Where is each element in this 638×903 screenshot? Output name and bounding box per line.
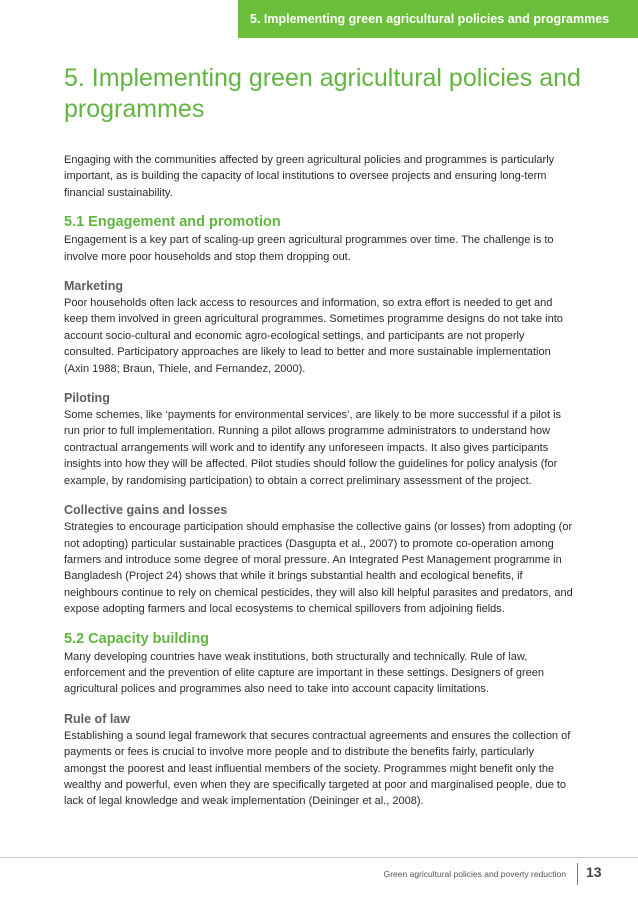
subsection-paragraph: Poor households often lack access to resources and information, so extra effort is needed to get and keep them involved in green agricultural programmes. Sometimes programme designs do not take into account socio-cultural and economic agro-ecological settings, and participants are not properly consulted. Participatory approaches are likely to lead to better and more sustainable implementation (Axin 1988; Braun, Thiele, and Fernandez, 2000).: [64, 297, 563, 375]
intro-paragraph: Engaging with the communities affected by green agricultural policies and programmes is particularly important, as is building the capacity of local institutions to oversee projects and ensuring long-term financial sustainability.: [64, 154, 555, 199]
section-heading: 5.2 Capacity building: [64, 630, 210, 647]
main-content: [64, 152, 576, 810]
section-paragraph: Many developing countries have weak institutions, both structurally and technically. Rule of law, enforcement and the prevention of elite capture are important in these settings. Designers of green agricultural polices and programmes also need to take into account capacity limitations.: [64, 650, 545, 696]
subsection-heading: Collective gains and losses: [64, 503, 228, 518]
subsection-marketing: [64, 277, 576, 377]
section-capacity-building: [64, 629, 576, 810]
page-number: 13: [586, 864, 602, 880]
section-paragraph: Engagement is a key part of scaling-up green agricultural programmes over time. The challenge is to involve more poor households and stop them dropping out.: [64, 234, 554, 263]
subsection-collective-gains: [64, 501, 576, 617]
footer-rule: [0, 857, 638, 858]
running-header-bar: [238, 0, 638, 38]
section-engagement: [64, 212, 576, 617]
subsection-heading: Piloting: [64, 391, 110, 406]
subsection-paragraph: Strategies to encourage participation should emphasise the collective gains (or losses) from adopting (or not adopting) particular sustainable practices (Dasgupta et al., 2007) to promote co-operation among farmers and introduce some degree of moral pressure. An Integrated Pest Management programme in Bangladesh (Project 24) shows that while it brings substantial health and ecological benefits, if neighbours continue to rely on chemical pesticides, they will also kill helpful parasites and predators, and expose adopting farmers and local ecosystems to chemical spillovers from adjoining fields.: [64, 521, 573, 616]
subsection-paragraph: Establishing a sound legal framework that secures contractual agreements and ensures the collection of payments or fees is crucial to involve more people and to distribute the benefits fairly, particularly amongst the poorest and least influential members of the society. Programmes might benefit only the wealthy and powerful, even when they are specifically targeted at poor and marginalised people, due to lack of legal knowledge and weak implementation (Deininger et al., 2008).: [64, 729, 571, 808]
section-heading: 5.1 Engagement and promotion: [64, 214, 281, 231]
subsection-heading: Rule of law: [64, 711, 130, 726]
subsection-piloting: [64, 389, 576, 489]
subsection-rule-of-law: [64, 710, 576, 810]
running-header-title: 5. Implementing green agricultural policies and programmes: [250, 12, 610, 26]
footer-publication-title: Green agricultural policies and poverty reduction: [383, 869, 566, 879]
subsection-paragraph: Some schemes, like ‘payments for environmental services’, are likely to be more successful if a pilot is run prior to full implementation. Running a pilot allows programme administrators to understand how contractual arrangements will work and to identify any unforeseen impacts. It also gives participants insights into how they will be affected. Pilot studies should follow the guidelines for policy analysis (for example, by randomising participation) to obtain a correct preliminary assessment of the project.: [64, 409, 562, 487]
footer-divider: [577, 863, 578, 885]
subsection-heading: Marketing: [64, 279, 124, 294]
page-title: 5. Implementing green agricultural policies and programmes: [64, 64, 581, 123]
